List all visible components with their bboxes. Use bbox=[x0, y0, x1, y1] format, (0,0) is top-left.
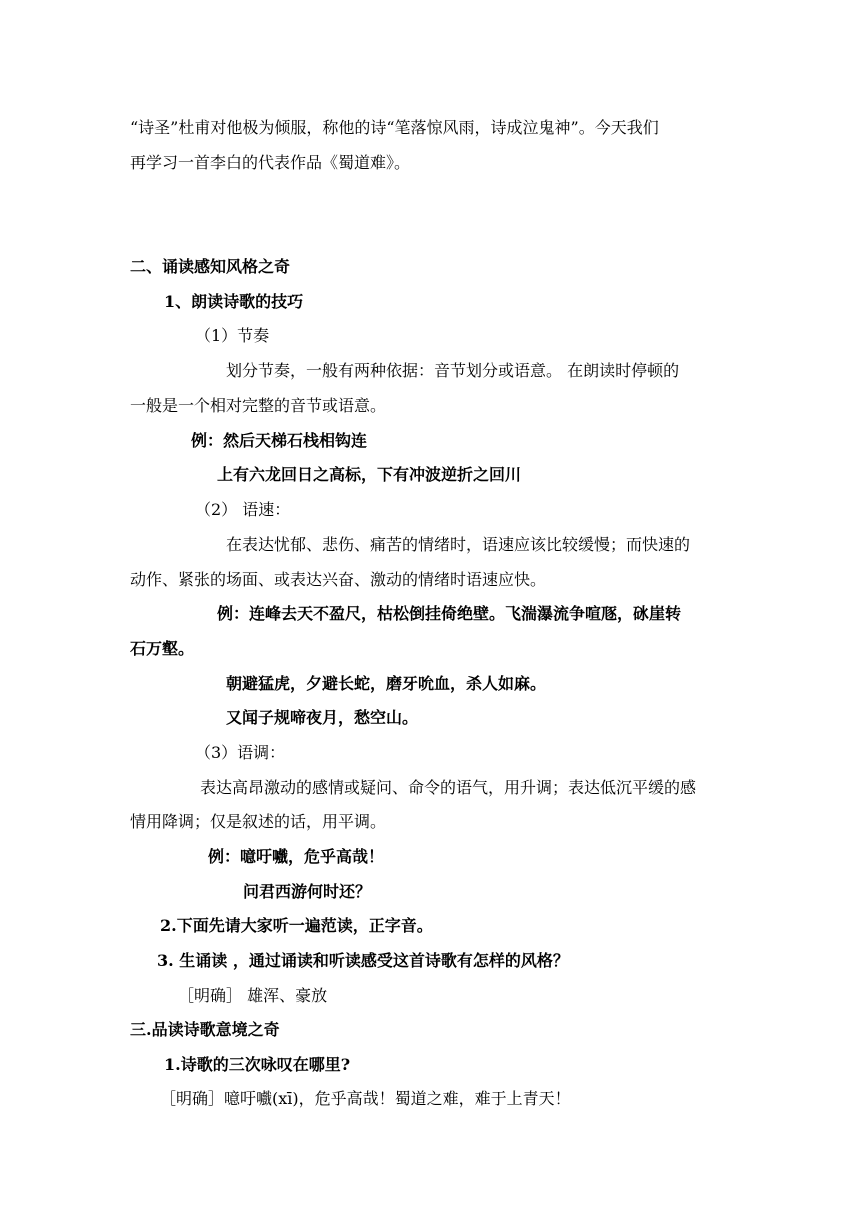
item-1-text-line-1: 划分节奏，一般有两种依据：音节划分或语意。 在朗读时停顿的 bbox=[226, 361, 680, 380]
item-3-label: （3）语调： bbox=[195, 743, 286, 762]
item-3-example-line-2: 问君西游何时还？ bbox=[243, 882, 372, 901]
item-1-example-line-2: 上有六龙回日之高标，下有冲波逆折之回川 bbox=[217, 465, 522, 484]
item-2-example-line-4: 又闻子规啼夜月，愁空山。 bbox=[226, 708, 419, 727]
item-3-text-line-2: 情用降调；仅是叙述的话，用平调。 bbox=[130, 812, 387, 831]
item-2-label: （2） 语速： bbox=[195, 500, 291, 519]
subsection-3: 3. 生诵读 ，通过诵读和听读感受这首诗歌有怎样的风格？ bbox=[157, 951, 569, 970]
item-2-example-line-1: 例：连峰去天不盈尺，枯松倒挂倚绝壁。飞湍瀑流争喧豗，砯崖转 bbox=[217, 604, 682, 623]
section-3-answer: ［明确］噫吁嚱(xī)，危乎高哉！蜀道之难，难于上青天！ bbox=[160, 1089, 571, 1108]
section-3-heading: 三.品读诗歌意境之奇 bbox=[130, 1020, 280, 1039]
subsection-2: 2.下面先请大家听一遍范读，正字音。 bbox=[160, 916, 433, 935]
item-1-text-line-2: 一般是一个相对完整的音节或语意。 bbox=[130, 396, 387, 415]
item-3-example-line-1: 例：噫吁嚱，危乎高哉！ bbox=[208, 847, 385, 866]
section-2-answer: ［明确］ 雄浑、豪放 bbox=[178, 986, 328, 1005]
intro-line-1: “诗圣”杜甫对他极为倾服，称他的诗“笔落惊风雨，诗成泣鬼神”。今天我们 bbox=[130, 118, 659, 137]
item-3-text-line-1: 表达高昂激动的感情或疑问、命令的语气，用升调；表达低沉平缓的感 bbox=[200, 778, 697, 797]
item-2-text-line-2: 动作、紧张的场面、或表达兴奋、激动的情绪时语速应快。 bbox=[130, 570, 547, 589]
item-1-label: （1）节奏 bbox=[195, 326, 270, 345]
section-3-question-1: 1.诗歌的三次咏叹在哪里? bbox=[164, 1055, 351, 1074]
subsection-1-title: 1、朗读诗歌的技巧 bbox=[164, 292, 304, 311]
item-2-example-line-3: 朝避猛虎，夕避长蛇，磨牙吮血，杀人如麻。 bbox=[226, 674, 547, 693]
item-2-example-line-2: 石万壑。 bbox=[130, 639, 195, 658]
item-1-example-line-1: 例：然后天梯石栈相钩连 bbox=[191, 431, 368, 450]
section-2-heading: 二、诵读感知风格之奇 bbox=[130, 257, 291, 276]
item-2-text-line-1: 在表达忧郁、悲伤、痛苦的情绪时，语速应该比较缓慢；而快速的 bbox=[226, 535, 691, 554]
intro-line-2: 再学习一首李白的代表作品《蜀道难》。 bbox=[130, 153, 411, 172]
